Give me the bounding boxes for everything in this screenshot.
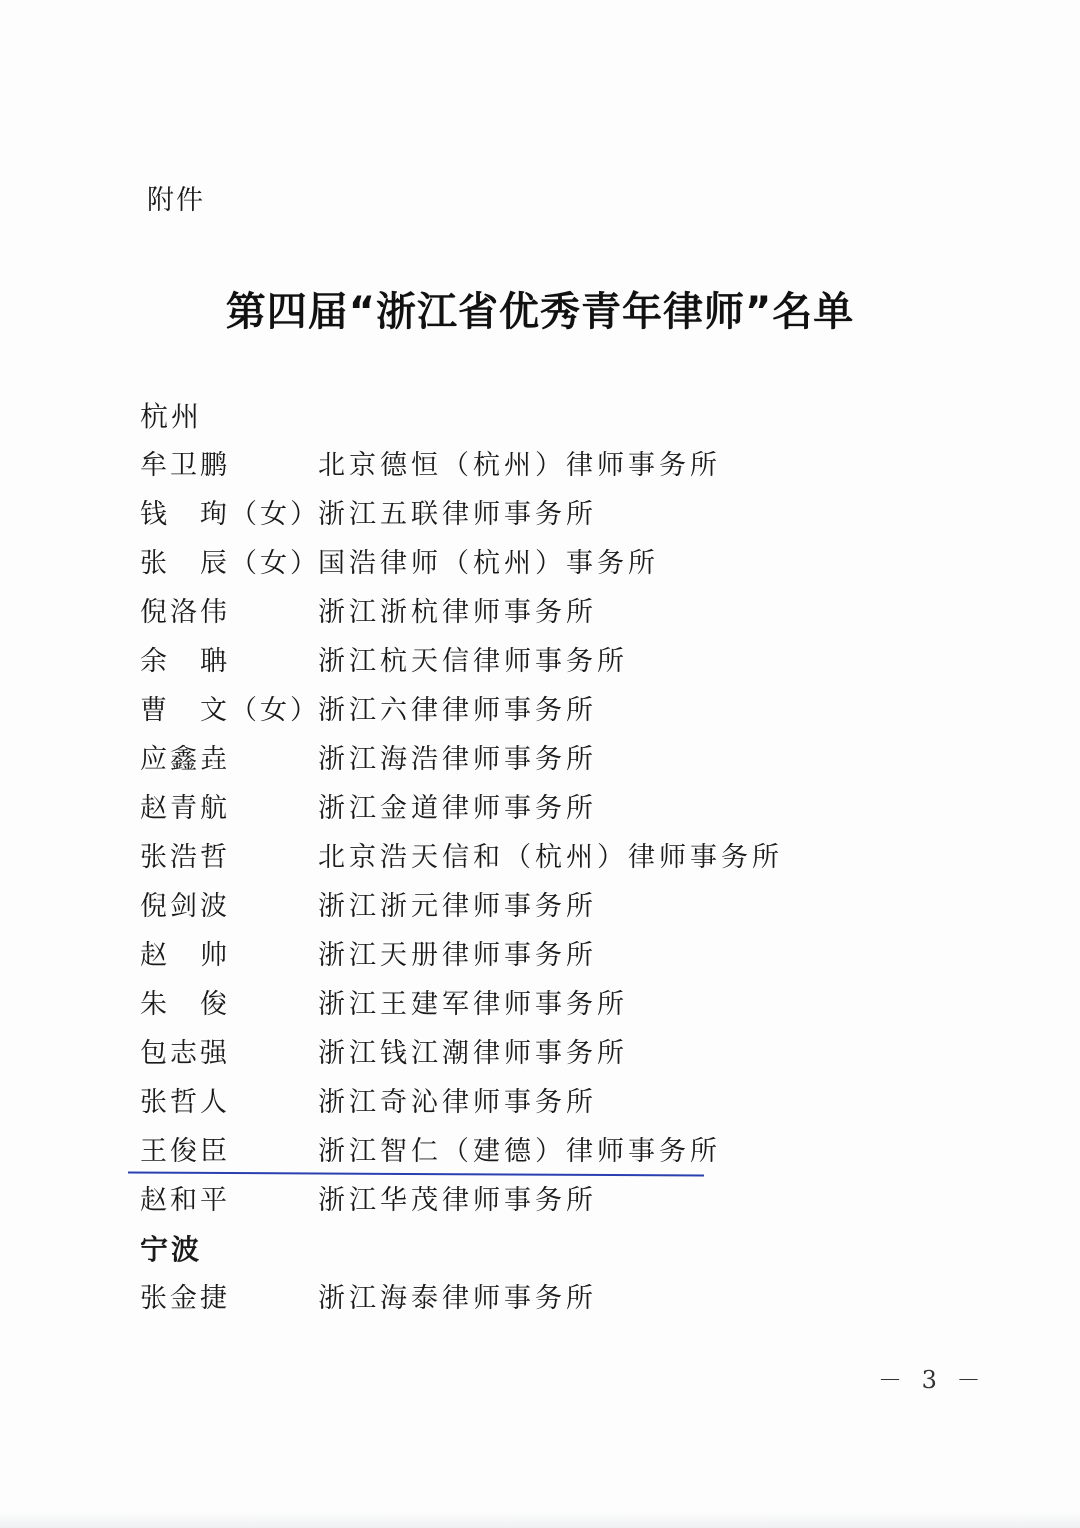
- lawyer-name: 包志强: [140, 1038, 230, 1069]
- list-item: [140, 637, 960, 686]
- page-title: 第四届“浙江省优秀青年律师”名单: [225, 289, 855, 335]
- list-item: [140, 1274, 960, 1323]
- region-heading-hangzhou: 杭州: [140, 400, 203, 433]
- lawyer-name: 张哲人: [140, 1087, 230, 1118]
- lawyer-name: 张浩哲: [140, 842, 230, 873]
- law-firm: 浙江金道律师事务所: [318, 793, 597, 824]
- lawyer-name: 赵青航: [140, 793, 230, 824]
- list-item: [140, 980, 960, 1029]
- list-item: [140, 833, 960, 882]
- law-firm: 北京浩天信和（杭州）律师事务所: [318, 842, 783, 873]
- lawyer-name: 赵 帅: [140, 940, 230, 971]
- lawyer-name: 王俊臣: [140, 1136, 230, 1167]
- law-firm: 浙江六律律师事务所: [318, 695, 597, 726]
- scan-edge: [0, 1512, 1080, 1528]
- list-item: [140, 931, 960, 980]
- list-item: [140, 1078, 960, 1127]
- lawyer-name: 牟卫鹏: [140, 450, 230, 481]
- list-item-highlighted: [140, 1127, 960, 1176]
- list-item: [140, 490, 960, 539]
- lawyer-name: 曹 文（女）: [140, 695, 320, 726]
- lawyer-name: 张 辰（女）: [140, 548, 320, 579]
- law-firm: 国浩律师（杭州）事务所: [318, 548, 659, 579]
- law-firm: 浙江杭天信律师事务所: [318, 646, 628, 677]
- law-firm: 浙江华茂律师事务所: [318, 1185, 597, 1216]
- list-item: [140, 539, 960, 588]
- law-firm: 浙江智仁（建德）律师事务所: [318, 1136, 721, 1167]
- list-item: [140, 1176, 960, 1225]
- list-item: [140, 686, 960, 735]
- lawyer-name: 应鑫垚: [140, 744, 230, 775]
- lawyer-name: 赵和平: [140, 1185, 230, 1216]
- lawyer-name: 倪剑波: [140, 891, 230, 922]
- lawyer-name: 钱 珣（女）: [140, 499, 320, 530]
- law-firm: 浙江钱江潮律师事务所: [318, 1038, 628, 1069]
- lawyer-list: [140, 392, 960, 1323]
- lawyer-name: 余 聃: [140, 646, 230, 677]
- list-item: [140, 735, 960, 784]
- law-firm: 浙江王建军律师事务所: [318, 989, 628, 1020]
- lawyer-name: 倪洛伟: [140, 597, 230, 628]
- law-firm: 浙江浙杭律师事务所: [318, 597, 597, 628]
- law-firm: 浙江海浩律师事务所: [318, 744, 597, 775]
- law-firm: 浙江海泰律师事务所: [318, 1283, 597, 1314]
- list-item: [140, 1029, 960, 1078]
- list-item: [140, 588, 960, 637]
- region-heading-ningbo: 宁波: [140, 1233, 203, 1266]
- law-firm: 北京德恒（杭州）律师事务所: [318, 450, 721, 481]
- attachment-label: 附件: [147, 185, 205, 216]
- law-firm: 浙江浙元律师事务所: [318, 891, 597, 922]
- law-firm: 浙江天册律师事务所: [318, 940, 597, 971]
- lawyer-name: 张金捷: [140, 1283, 230, 1314]
- list-item: [140, 882, 960, 931]
- lawyer-name: 朱 俊: [140, 989, 230, 1020]
- list-item: [140, 784, 960, 833]
- law-firm: 浙江奇沁律师事务所: [318, 1087, 597, 1118]
- law-firm: 浙江五联律师事务所: [318, 499, 597, 530]
- list-item: [140, 441, 960, 490]
- page-number: － 3 －: [878, 1366, 987, 1394]
